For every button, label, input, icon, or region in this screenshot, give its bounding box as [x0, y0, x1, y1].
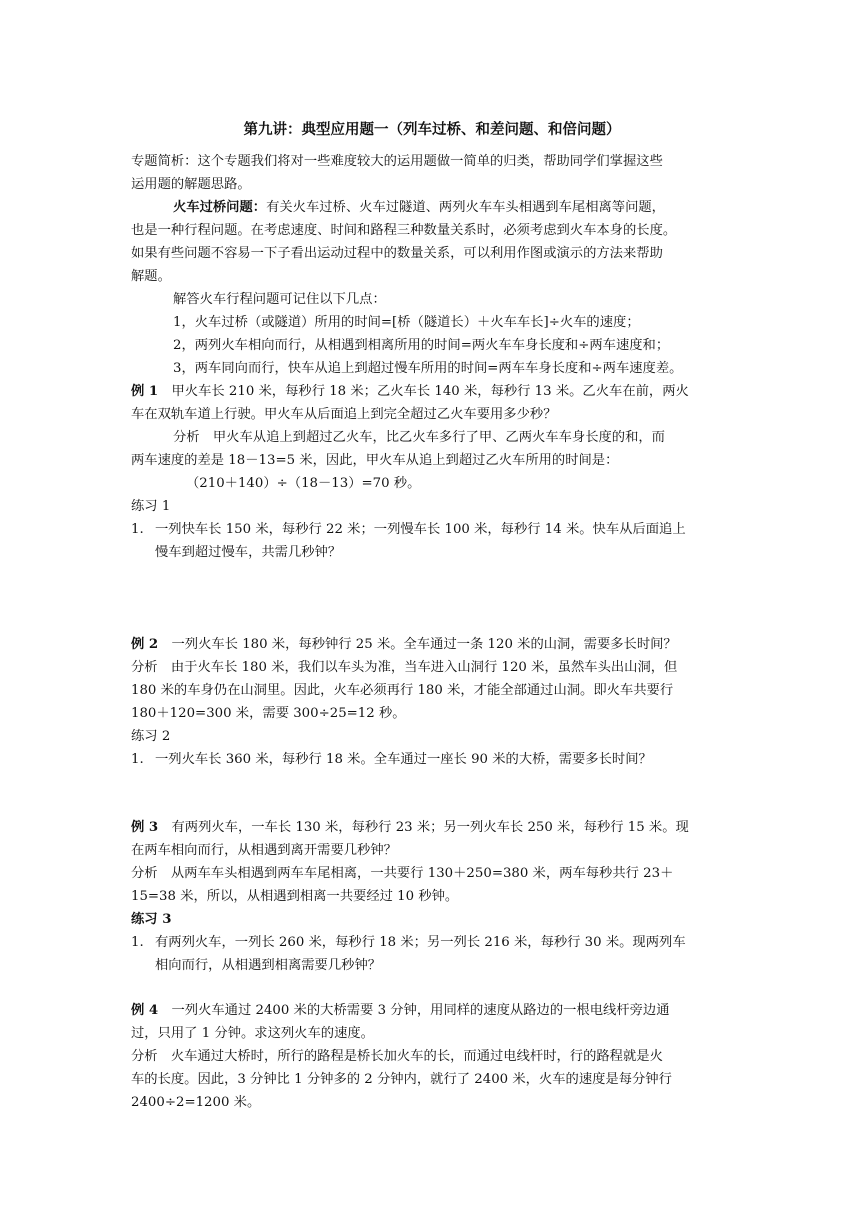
train-section-heading: 火车过桥问题： [173, 200, 267, 215]
example-2-label: 例 2 [131, 637, 159, 652]
practice-1-line [131, 520, 686, 540]
train-section-line: 也是一种行程问题。在考虑速度、时间和路程三种数量关系时，必须考虑到火车本身的长度。 [131, 223, 677, 238]
points-intro: 解答火车行程问题可记住以下几点： [173, 292, 386, 307]
example-3-line [131, 818, 689, 838]
rule-point-2: 2，两列火车相向而行，从相遇到相离所用的时间=两火车车身长度和÷两车速度和； [173, 338, 670, 353]
example-1-analysis: 两车速度的差是 18－13=5 米，因此，甲火车从追上到超过乙火车所用的时间是： [131, 453, 619, 468]
example-3-line: 在两车相向而行，从相遇到离开需要几秒钟？ [131, 843, 397, 858]
example-1-line: 车在双轨车道上行驶。甲火车从后面追上到完全超过乙火车要用多少秒？ [131, 407, 557, 422]
practice-3-text: 有两列火车，一列长 260 米，每秒行 18 米；另一列长 216 米，每秒行 30 米。现两列车 [155, 935, 686, 950]
example-2-analysis: 180＋120=300 米，需要 300÷25=12 秒。 [131, 706, 406, 721]
rule-point-1: 1，火车过桥（或隧道）所用的时间=[桥（隧道长）＋火车车长]÷火车的速度； [173, 315, 640, 330]
lesson-title: 第九讲：典型应用题一（列车过桥、和差问题、和倍问题） [243, 121, 621, 138]
train-section-line: 如果有些问题不容易一下子看出运动过程中的数量关系，可以利用作图或演示的方法来帮助 [131, 246, 663, 261]
train-section-text: 有关火车过桥、火车过隧道、两列火车车头相遇到车尾相离等问题， [266, 200, 665, 215]
practice-3-number: 1. [131, 935, 144, 950]
example-2-analysis: 180 米的车身仍在山洞里。因此，火车必须再行 180 米，才能全部通过山洞。即火车共要行 [131, 683, 674, 698]
rule-point-3: 3，两车同向而行，快车从追上到超过慢车所用的时间=两车车身长度和÷两车速度差。 [173, 361, 683, 376]
practice-3-line [131, 933, 686, 953]
intro-line: 专题简析：这个专题我们将对一些难度较大的运用题做一简单的归类，帮助同学们掌握这些 [131, 154, 663, 169]
example-4-analysis: 分析 火车通过大桥时，所行的路程是桥长加火车的长，而通过电线杆时，行的路程就是火 [131, 1049, 663, 1064]
practice-1-label: 练习 1 [131, 499, 171, 514]
practice-2-text: 一列火车长 360 米，每秒行 18 米。全车通过一座长 90 米的大桥，需要多长时间？ [155, 752, 652, 767]
practice-2-line [131, 750, 652, 770]
example-4-label: 例 4 [131, 1003, 159, 1018]
example-2-analysis: 分析 由于火车长 180 米，我们以车头为准，当车进入山洞行 120 米，虽然车头出山洞，但 [131, 660, 678, 675]
example-4-text: 一列火车通过 2400 米的大桥需要 3 分钟，用同样的速度从路边的一根电线杆旁边通 [171, 1003, 670, 1018]
example-1-analysis: 分析 甲火车从追上到超过乙火车，比乙火车多行了甲、乙两火车车身长度的和，而 [173, 430, 665, 445]
example-4-line: 过，只用了 1 分钟。求这列火车的速度。 [131, 1026, 374, 1041]
example-1-text: 甲火车长 210 米，每秒行 18 米；乙火车长 140 米，每秒行 13 米。乙火车在前，两火 [171, 384, 689, 399]
train-section-line [173, 198, 665, 218]
practice-2-number: 1. [131, 752, 144, 767]
example-3-analysis: 分析 从两车车头相遇到两车车尾相离，一共要行 130＋250=380 米，两车每秒共行 23＋ [131, 866, 674, 881]
example-4-line [131, 1001, 670, 1021]
practice-3-label: 练习 3 [131, 912, 172, 927]
example-4-analysis: 2400÷2=1200 米。 [131, 1095, 261, 1110]
example-3-text: 有两列火车，一车长 130 米，每秒行 23 米；另一列火车长 250 米，每秒行 15 米。现 [171, 820, 689, 835]
practice-1-number: 1. [131, 522, 144, 537]
example-1-line [131, 382, 689, 402]
practice-1-text: 一列快车长 150 米，每秒行 22 米；一列慢车长 100 米，每秒行 14 米。快车从后面追上 [155, 522, 686, 537]
example-3-label: 例 3 [131, 820, 159, 835]
example-2-line [131, 635, 677, 655]
example-1-label: 例 1 [131, 384, 159, 399]
practice-1-line: 慢车到超过慢车，共需几秒钟？ [155, 545, 342, 560]
intro-line: 运用题的解题思路。 [131, 177, 251, 192]
example-3-analysis: 15=38 米，所以，从相遇到相离一共要经过 10 秒钟。 [131, 889, 459, 904]
example-4-analysis: 车的长度。因此，3 分钟比 1 分钟多的 2 分钟内，就行了 2400 米，火车的速度是每分钟行 [131, 1072, 672, 1087]
practice-3-line: 相向而行，从相遇到相离需要几秒钟？ [155, 958, 382, 973]
example-1-formula: （210＋140）÷（18－13）=70 秒。 [186, 476, 421, 491]
train-section-line: 解题。 [131, 269, 171, 284]
practice-2-label: 练习 2 [131, 729, 171, 744]
example-2-text: 一列火车长 180 米，每秒钟行 25 米。全车通过一条 120 米的山洞，需要多长时间？ [171, 637, 677, 652]
